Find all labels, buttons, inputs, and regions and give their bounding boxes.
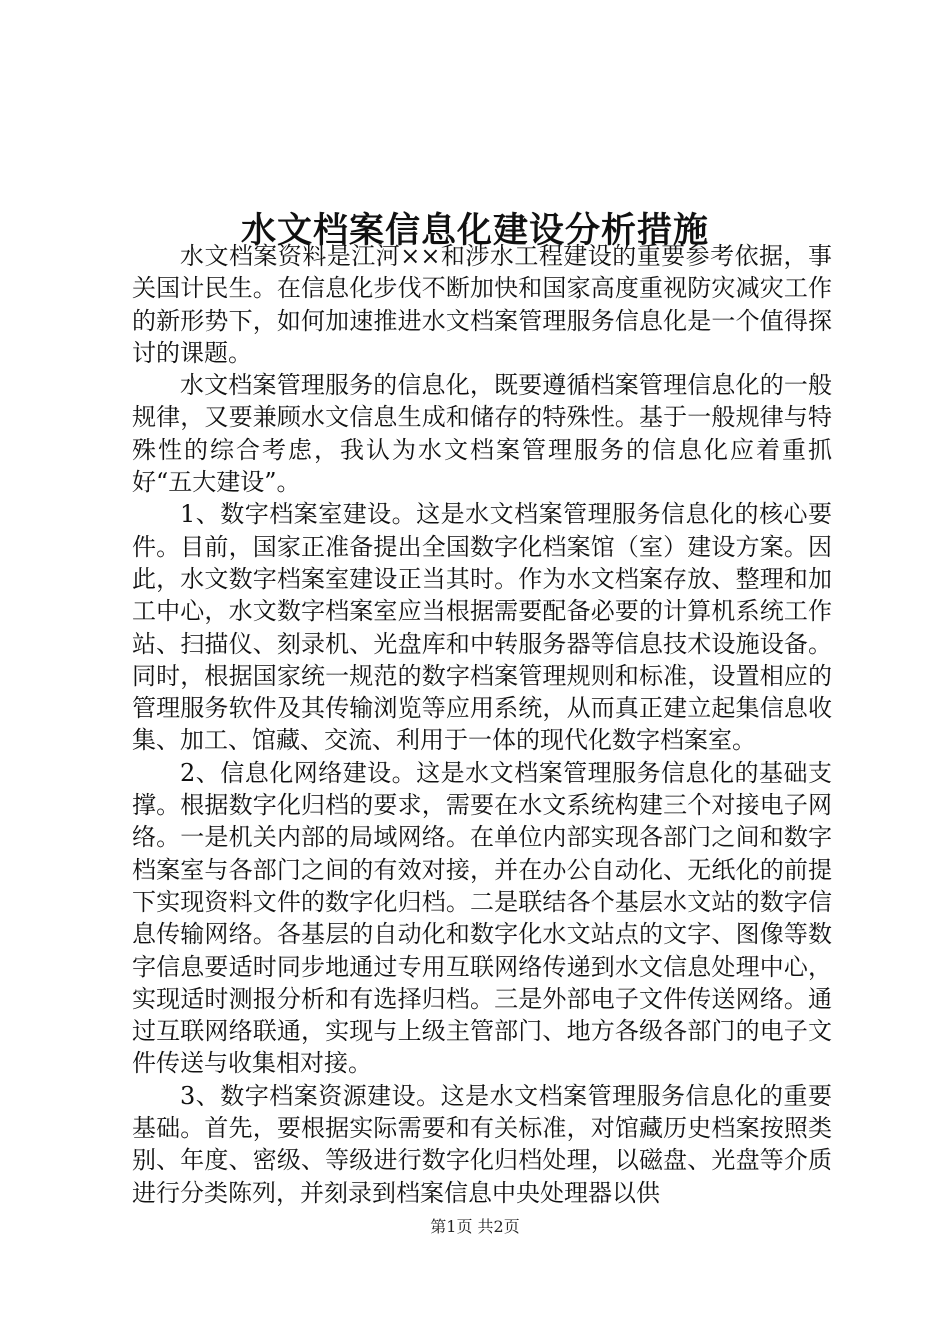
paragraph-intro: 水文档案资料是江河××和涉水工程建设的重要参考依据，事关国计民生。在信息化步伐不断加快和国家高度重视防灾减灾工作的新形势下，如何加速推进水文档案管理服务信息化是一个值得探讨的课题。 bbox=[132, 242, 832, 367]
paragraph-digital-archive-room: 1、数字档案室建设。这是水文档案管理服务信息化的核心要件。目前，国家正准备提出全国数字化档案馆（室）建设方案。因此，水文数字档案室建设正当其时。作为水文档案存放、整理和加工中心，水文数字档案室应当根据需要配备必要的计算机系统工作站、扫描仪、刻录机、光盘库和中转服务器等信息技术设施设备。同时，根据国家统一规范的数字档案管理规则和标准，设置相应的管理服务软件及其传输浏览等应用系统，从而真正建立起集信息收集、加工、馆藏、交流、利用于一体的现代化数字档案室。 bbox=[132, 500, 832, 755]
paragraph-network-construction: 2、信息化网络建设。这是水文档案管理服务信息化的基础支撑。根据数字化归档的要求，需要在水文系统构建三个对接电子网络。一是机关内部的局域网络。在单位内部实现各部门之间和数字档案室与各部门之间的有效对接，并在办公自动化、无纸化的前提下实现资料文件的数字化归档。二是联结各个基层水文站的数字信息传输网络。各基层的自动化和数字化水文站点的文字、图像等数字信息要适时同步地通过专用互联网络传递到水文信息处理中心，实现适时测报分析和有选择归档。三是外部电子文件传送网络。通过互联网络联通，实现与上级主管部门、地方各级各部门的电子文件传送与收集相对接。 bbox=[132, 758, 832, 1078]
document-body bbox=[132, 240, 832, 1209]
document-title: 水文档案信息化建设分析措施 bbox=[240, 210, 709, 252]
paragraph-overview: 水文档案管理服务的信息化，既要遵循档案管理信息化的一般规律，又要兼顾水文信息生成和储存的特殊性。基于一般规律与特殊性的综合考虑，我认为水文档案管理服务的信息化应着重抓好“五大建设”。 bbox=[132, 371, 832, 497]
page-number-footer: 第1页 共2页 bbox=[430, 1217, 520, 1236]
paragraph-archive-resources: 3、数字档案资源建设。这是水文档案管理服务信息化的重要基础。首先，要根据实际需要和有关标准，对馆藏历史档案按照类别、年度、密级、等级进行数字化归档处理，以磁盘、光盘等介质进行分类陈列，并刻录到档案信息中央处理器以供 bbox=[132, 1081, 832, 1207]
